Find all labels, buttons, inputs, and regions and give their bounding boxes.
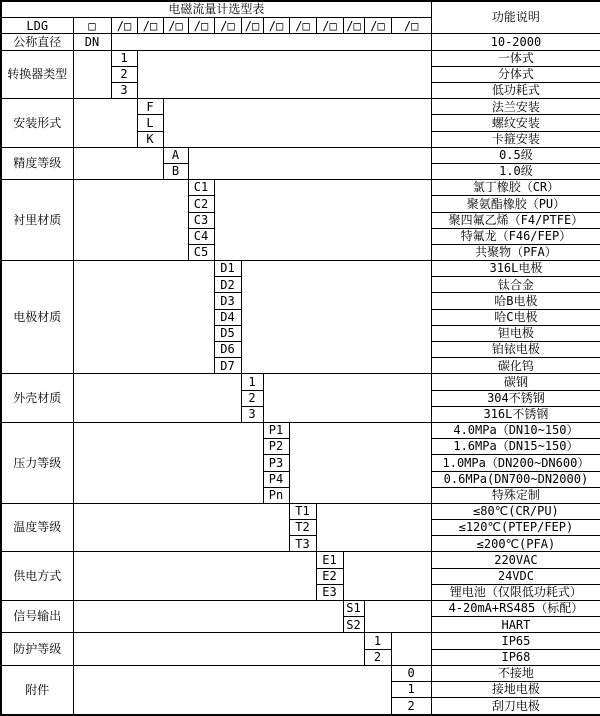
code-cell: 0 [391, 665, 431, 681]
desc-cell: 哈C电极 [431, 309, 600, 325]
desc-cell: IP65 [431, 633, 600, 649]
code-cell: T1 [289, 503, 316, 519]
code-cell: P1 [263, 422, 289, 438]
left-filler [73, 147, 163, 179]
desc-cell: 铂铱电极 [431, 342, 600, 358]
desc-cell: 一体式 [431, 50, 600, 66]
desc-cell: 304不锈钢 [431, 390, 600, 406]
code-cell: E1 [316, 552, 343, 568]
left-filler [73, 50, 111, 99]
code-cell: 2 [111, 66, 137, 82]
category-cell: 电极材质 [1, 261, 73, 374]
desc-cell: 24VDC [431, 568, 600, 584]
left-filler [73, 601, 343, 633]
right-filler [289, 422, 431, 503]
desc-cell: 不接地 [431, 665, 600, 681]
code-cell: 1 [111, 50, 137, 66]
code-cell: S1 [343, 601, 364, 617]
right-filler [163, 99, 431, 148]
code-cell: D1 [214, 261, 241, 277]
code-cell: D3 [214, 293, 241, 309]
code-cell: A [163, 147, 188, 163]
desc-cell: ≤80℃(CR/PU) [431, 503, 600, 519]
desc-cell: 10-2000 [431, 34, 600, 50]
code-cell: 1 [364, 633, 391, 649]
left-filler [73, 665, 391, 715]
table-title: 电磁流量计选型表 [1, 1, 431, 18]
selector-slot: /□ [188, 18, 214, 34]
code-cell: Pn [263, 487, 289, 503]
left-filler [73, 633, 364, 665]
desc-cell: 220VAC [431, 552, 600, 568]
title-row [1, 1, 600, 18]
left-filler [73, 422, 263, 503]
right-filler [391, 633, 431, 665]
code-cell: C5 [188, 244, 214, 260]
code-cell: DN [73, 34, 111, 50]
code-cell: P3 [263, 455, 289, 471]
code-cell: T2 [289, 520, 316, 536]
desc-cell: 锂电池（仅限低功耗式） [431, 584, 600, 600]
category-cell: 信号输出 [1, 601, 73, 633]
category-cell: 公称直径 [1, 34, 73, 50]
desc-cell: 哈B电极 [431, 293, 600, 309]
desc-cell: 法兰安装 [431, 99, 600, 115]
left-filler [73, 180, 188, 261]
desc-cell: IP68 [431, 649, 600, 665]
selector-slot: /□ [391, 18, 431, 34]
desc-cell: 刮刀电极 [431, 698, 600, 715]
code-cell: E3 [316, 584, 343, 600]
left-filler [73, 374, 241, 423]
category-cell: 转换器类型 [1, 50, 73, 99]
left-filler [73, 552, 316, 601]
desc-cell: 氯丁橡胶（CR） [431, 180, 600, 196]
selector-slot: /□ [343, 18, 364, 34]
desc-cell: ≤120℃(PTEP/FEP) [431, 520, 600, 536]
desc-cell: 碳化钨 [431, 358, 600, 374]
desc-cell: 低功耗式 [431, 83, 600, 99]
code-cell: 2 [241, 390, 263, 406]
category-cell: 精度等级 [1, 147, 73, 179]
code-cell: P2 [263, 439, 289, 455]
desc-cell: 聚四氟乙烯（F4/PTFE） [431, 212, 600, 228]
category-cell: 防护等级 [1, 633, 73, 665]
code-cell: D2 [214, 277, 241, 293]
desc-cell: 316L不锈钢 [431, 406, 600, 422]
right-filler [343, 552, 431, 601]
desc-cell: 0.6MPa(DN700~DN2000) [431, 471, 600, 487]
model-prefix: LDG [1, 18, 73, 34]
code-cell: D7 [214, 358, 241, 374]
code-cell: 1 [391, 681, 431, 697]
code-cell: C2 [188, 196, 214, 212]
desc-cell: 共聚物（PFA） [431, 244, 600, 260]
right-filler [263, 374, 431, 423]
category-cell: 附件 [1, 665, 73, 715]
desc-cell: 碳钢 [431, 374, 600, 390]
category-cell: 供电方式 [1, 552, 73, 601]
desc-cell: 1.6MPa（DN15~150） [431, 439, 600, 455]
desc-cell: 分体式 [431, 66, 600, 82]
category-cell: 安装形式 [1, 99, 73, 148]
desc-cell: 聚氨酯橡胶（PU） [431, 196, 600, 212]
selector-slot: /□ [241, 18, 263, 34]
right-filler [241, 261, 431, 374]
function-column-header: 功能说明 [431, 1, 600, 34]
selector-slot: /□ [137, 18, 163, 34]
code-cell: 2 [364, 649, 391, 665]
desc-cell: 316L电极 [431, 261, 600, 277]
code-cell: C1 [188, 180, 214, 196]
code-cell: 3 [241, 406, 263, 422]
code-cell: T3 [289, 536, 316, 552]
desc-cell: 钽电极 [431, 325, 600, 341]
code-cell: L [137, 115, 163, 131]
code-cell: S2 [343, 617, 364, 633]
desc-cell: 接地电极 [431, 681, 600, 697]
desc-cell: 特氟龙（F46/FEP） [431, 228, 600, 244]
selector-slot: /□ [263, 18, 289, 34]
code-cell: D4 [214, 309, 241, 325]
code-cell: K [137, 131, 163, 147]
right-filler [214, 180, 431, 261]
code-cell: D5 [214, 325, 241, 341]
selector-slot: /□ [316, 18, 343, 34]
code-cell: C4 [188, 228, 214, 244]
code-cell: P4 [263, 471, 289, 487]
desc-cell: 特殊定制 [431, 487, 600, 503]
code-cell: B [163, 163, 188, 179]
category-cell: 温度等级 [1, 503, 73, 552]
category-cell: 外壳材质 [1, 374, 73, 423]
right-filler [188, 147, 431, 179]
left-filler [73, 261, 214, 374]
selector-slot: /□ [364, 18, 391, 34]
code-cell: 3 [111, 83, 137, 99]
code-cell: 2 [391, 698, 431, 715]
category-cell: 压力等级 [1, 422, 73, 503]
code-cell: D6 [214, 342, 241, 358]
right-filler [111, 34, 431, 50]
right-filler [137, 50, 431, 99]
code-cell: C3 [188, 212, 214, 228]
selector-slot: /□ [163, 18, 188, 34]
selector-slot: /□ [214, 18, 241, 34]
desc-cell: ≤200℃(PFA) [431, 536, 600, 552]
selector-slot: /□ [289, 18, 316, 34]
left-filler [73, 99, 137, 148]
desc-cell: HART [431, 617, 600, 633]
code-box-placeholder: □ [73, 18, 111, 34]
left-filler [73, 503, 289, 552]
desc-cell: 1.0级 [431, 163, 600, 179]
desc-cell: 卡箍安装 [431, 131, 600, 147]
selector-slot: /□ [111, 18, 137, 34]
code-cell: F [137, 99, 163, 115]
right-filler [316, 503, 431, 552]
category-cell: 衬里材质 [1, 180, 73, 261]
desc-cell: 1.0MPa（DN200~DN600） [431, 455, 600, 471]
desc-cell: 4.0MPa（DN10~150） [431, 422, 600, 438]
code-cell: 1 [241, 374, 263, 390]
desc-cell: 螺纹安装 [431, 115, 600, 131]
right-filler [364, 601, 431, 633]
desc-cell: 钛合金 [431, 277, 600, 293]
desc-cell: 4-20mA+RS485（标配） [431, 601, 600, 617]
desc-cell: 0.5级 [431, 147, 600, 163]
code-cell: E2 [316, 568, 343, 584]
